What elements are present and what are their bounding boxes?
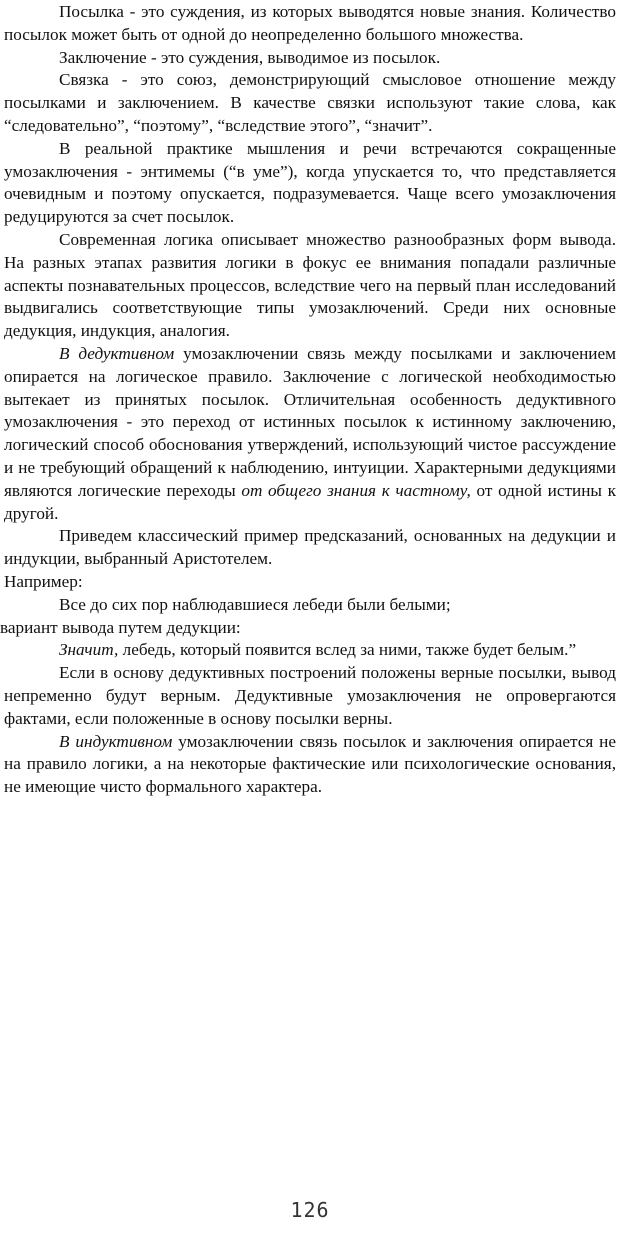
paragraph-premise: Посылка - это суждения, из которых выводятся новые знания. Количество посылок может быть от одной до неопределенно большого множества.	[4, 2, 616, 44]
example-conclusion-text: лебедь, который появится вслед за ними, также будет белым.”	[118, 640, 577, 660]
paragraph-connective: Связка - это союз, демонстрирующий смысловое отношение между посылками и заключением. В качестве связки используют такие слова, как “следовательно”, “поэтому”, “вследствие этого”, “значит”.	[4, 70, 616, 135]
page-number: 126	[290, 1198, 330, 1222]
example-variant: вариант вывода путем дедукции:	[0, 617, 241, 637]
paragraph-modern-logic: Современная логика описывает множество разнообразных форм вывода. На разных этапах развития логики в фокус ее внимания попадали различные аспекты познавательных процессов, вследствие чего на первый план исследований выдвигались соответствующие типы умозаключений. Среди них основные дедукция, индукция, аналогия.	[4, 229, 616, 341]
example-conclusion	[4, 639, 616, 662]
paragraph-true-premises: Если в основу дедуктивных построений положены верные посылки, вывод непременно будут верным. Дедуктивные умозаключения не опровергаются фактами, если положенные в основу посылки верны.	[4, 663, 616, 728]
paragraph-deductive	[4, 343, 616, 525]
paragraph-conclusion: Заключение - это суждения, выводимое из посылок.	[59, 47, 441, 67]
paragraph-example-intro: Приведем классический пример предсказаний, основанных на дедукции и индукции, выбранный Аристотелем.	[4, 526, 616, 569]
inductive-term: В индуктивном	[59, 731, 173, 751]
deductive-text-b: от одной истины к другой.	[4, 480, 616, 523]
example-conclusion-term: Значит,	[59, 640, 119, 660]
paragraph-enthymeme: В реальной практике мышления и речи встречаются сокращенные умозаключения - энтимемы (“в уме”), когда упускается то, что представляется очевидным и поэтому опускается, подразумевается. Чаще всего умозаключения редуцируются за счет посылок.	[4, 138, 616, 227]
example-label: Например:	[4, 571, 83, 591]
example-premise: Все до сих пор наблюдавшиеся лебеди были белыми;	[59, 594, 451, 614]
deductive-emphasis: от общего знания к частному,	[241, 480, 471, 500]
deductive-term: В дедуктивном	[59, 343, 175, 363]
paragraph-inductive	[4, 731, 616, 799]
inductive-text: умозаключении связь посылок и заключения опирается не на правило логики, а на некоторые фактические или психологические основания, не имеющие чисто формального характера.	[4, 731, 616, 797]
page-body	[0, 1, 616, 799]
deductive-text-a: умозаключении связь между посылками и заключением опирается на логическое правило. Заключение с логической необходимостью вытекает из принятых посылок. Отличительная особенность дедуктивного умозаключения - это переход от истинных посылок к истинному заключению, логический способ обоснования утверждений, использующий чистое рассуждение и не требующий обращений к наблюдению, интуиции. Характерными дедукциями являются логические переходы	[4, 343, 616, 500]
